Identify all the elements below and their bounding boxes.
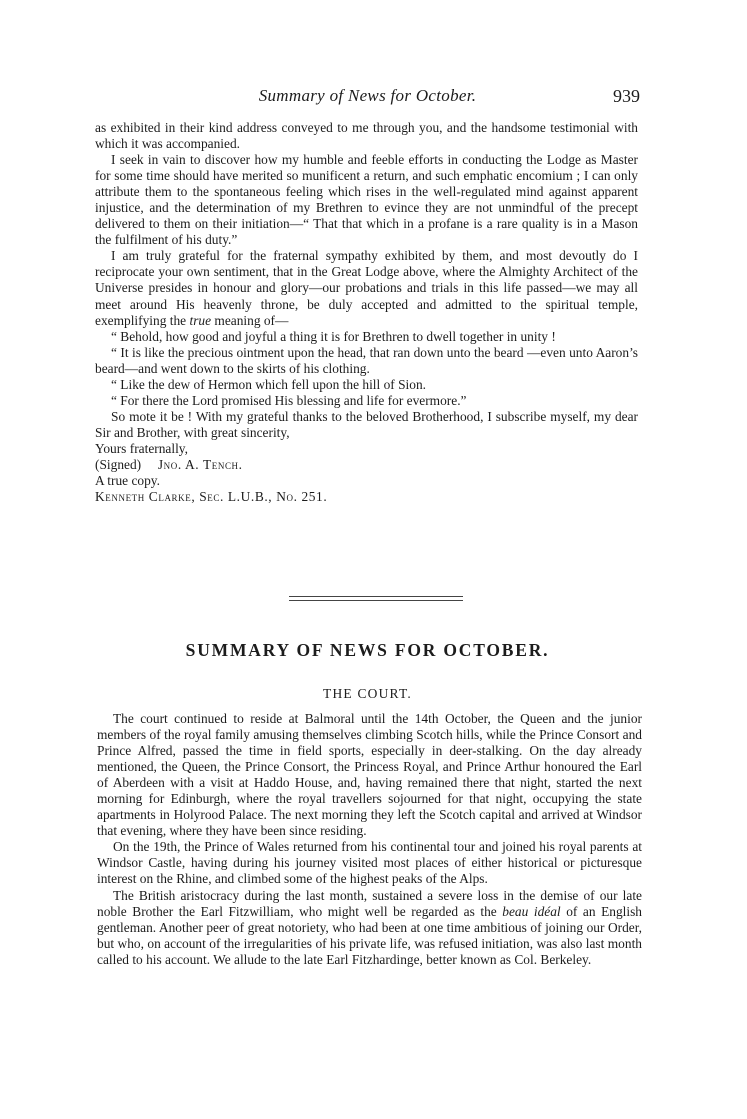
section-divider	[289, 596, 463, 597]
section-divider	[289, 600, 463, 601]
scripture-verse: “ Behold, how good and joyful a thing it is for Brethren to dwell together in unity !	[111, 328, 556, 344]
news-paragraph-text: The British aristocracy during the last month, sustained a severe loss in the demise of our late noble Brother the Earl Fitzwilliam, who might well be regarded as the	[97, 887, 642, 919]
section-body	[97, 711, 642, 968]
scripture-verse: “ For there the Lord promised His blessing and life for evermore.”	[111, 392, 467, 408]
signature-line	[95, 457, 638, 473]
letter-paragraph-text: meaning of—	[214, 312, 289, 328]
letter-paragraph	[95, 248, 638, 328]
letter-paragraph: So mote it be ! With my grateful thanks to the beloved Brotherhood, I subscribe myself, my dear Sir and Brother, with great sincerity,	[95, 408, 638, 440]
letter-paragraph-text: I am truly grateful for the fraternal sympathy exhibited by them, and most devoutly do I reciprocate your own sentiment, that in the Great Lodge above, where the Almighty Architect of the Universe presides in honour and glory—our probations and trials in this life passed—we may all meet around His heavenly throne, be duly accepted and admitted to the spiritual temple, exemplifying the	[95, 248, 638, 328]
letter-body	[95, 120, 638, 505]
running-title: Summary of News for October.	[258, 86, 477, 105]
news-paragraph-text: of an English gentleman. Another peer of great notoriety, who had been at one time ambitious of joining our Order, but who, on account of the irregularities of his private life, was refused initiation, was also last month called to his account. We allude to the late Earl Fitzhardinge, better known as Col. Berkeley.	[97, 903, 642, 967]
emphasis-word: true	[189, 312, 212, 328]
news-paragraph	[97, 888, 642, 968]
signed-label: (Signed)	[95, 456, 142, 472]
letter-closing: Yours fraternally,	[95, 440, 188, 456]
running-head	[95, 86, 640, 110]
signatory-name: Jno. A. Tench.	[157, 456, 243, 472]
page-number: 939	[613, 86, 640, 106]
true-copy-label: A true copy.	[95, 473, 160, 489]
scripture-verse: “ Like the dew of Hermon which fell upon the hill of Sion.	[111, 376, 426, 392]
subsection-title: THE COURT.	[323, 686, 412, 701]
section-title: SUMMARY OF NEWS FOR OCTOBER.	[185, 640, 550, 660]
italic-phrase: beau idéal	[502, 903, 561, 919]
news-paragraph: On the 19th, the Prince of Wales returned from his continental tour and joined his royal parents at Windsor Castle, having during his journey visited most places of either historical or picturesque interest on the Rhine, and climbed some of the highest peaks of the Alps.	[97, 839, 642, 887]
scripture-verse: “ It is like the precious ointment upon the head, that ran down unto the beard —even unto Aaron’s beard—and went down to the skirts of his clothing.	[95, 344, 638, 376]
news-paragraph: The court continued to reside at Balmoral until the 14th October, the Queen and the junior members of the royal family amusing themselves climbing Scotch hills, while the Prince Consort and Prince Alfred, passed the time in field sports, especially in deer-stalking. On the day already mentioned, the Queen, the Prince Consort, the Princess Royal, and Prince Arthur honoured the Earl of Aberdeen with a visit at Haddo House, and, having remained there that night, started the next morning for Edinburgh, where the royal travellers sojourned for that night, occupying the state apartments in Holyrood Palace. The next morning they left the Scotch capital and arrived at Windsor that evening, where they have been since residing.	[97, 711, 642, 839]
letter-paragraph: I seek in vain to discover how my humble and feeble efforts in conducting the Lodge as Master for some time should have merited so munificent a return, and such emphatic encomium ; I can only attribute them to the spontaneous feeling which rises in the well-regulated mind against apparent injustice, and the determination of my Brethren to evince they are not unmindful of the precept delivered to them on their initiation—“ That that which in a profane is a rare quality is in a Mason the fulfilment of his duty.”	[95, 152, 638, 248]
letter-paragraph: as exhibited in their kind address conveyed to me through you, and the handsome testimonial with which it was accompanied.	[95, 120, 638, 152]
copier-name: Kenneth Clarke, Sec. L.U.B., No. 251.	[95, 489, 328, 505]
